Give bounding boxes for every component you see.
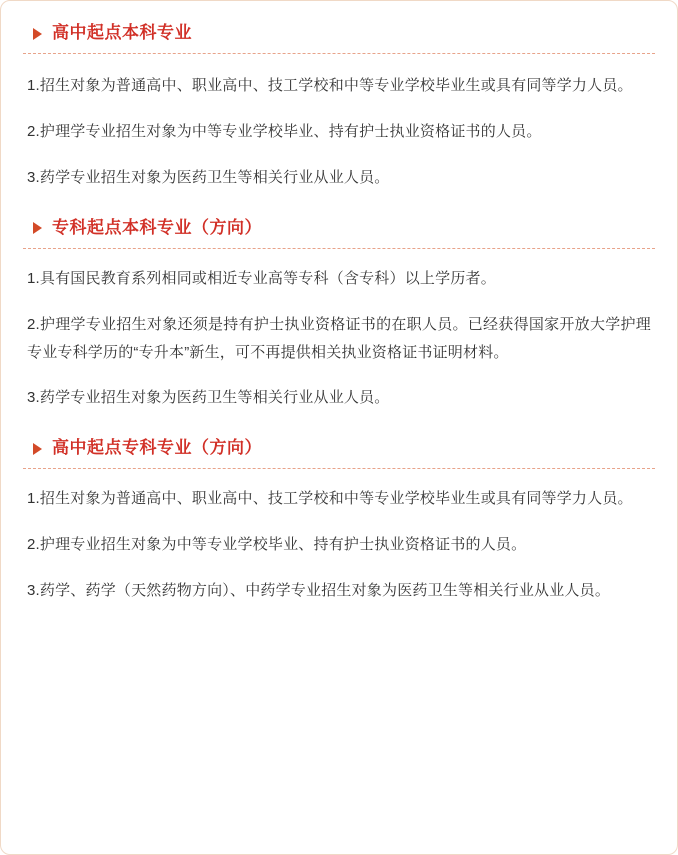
section-title: 专科起点本科专业（方向） <box>52 217 262 237</box>
section-title: 高中起点本科专业 <box>52 23 192 42</box>
list-item: 3.药学专业招生对象为医药卫生等相关行业从业人员。 <box>27 389 390 407</box>
list-item: 1.具有国民教育系列相同或相近专业高等专科（含专科）以上学历者。 <box>27 270 496 288</box>
section-header <box>23 430 655 468</box>
triangle-right-icon <box>33 28 42 40</box>
section-high-school-to-bachelor <box>23 15 655 192</box>
triangle-right-icon <box>33 443 42 455</box>
section-items <box>23 265 655 412</box>
section-divider <box>23 468 655 469</box>
section-divider <box>23 53 655 54</box>
section-divider <box>23 248 655 249</box>
section-high-school-to-college <box>23 430 655 605</box>
list-item: 1.招生对象为普通高中、职业高中、技工学校和中等专业学校毕业生或具有同等学力人员。 <box>27 77 633 95</box>
list-item: 2.护理学专业招生对象为中等专业学校毕业、持有护士执业资格证书的人员。 <box>27 123 542 141</box>
section-college-to-bachelor <box>23 210 655 412</box>
section-items <box>23 485 655 604</box>
section-header <box>23 15 655 53</box>
section-title: 高中起点专科专业（方向） <box>52 438 262 458</box>
triangle-right-icon <box>33 222 42 234</box>
list-item: 3.药学专业招生对象为医药卫生等相关行业从业人员。 <box>27 168 390 186</box>
list-item: 2.护理学专业招生对象还须是持有护士执业资格证书的在职人员。已经获得国家开放大学护理专业专科学历的“专升本”新生，可不再提供相关执业资格证书证明材料。 <box>27 315 651 361</box>
section-header <box>23 210 655 248</box>
list-item: 2.护理专业招生对象为中等专业学校毕业、持有护士执业资格证书的人员。 <box>27 536 527 554</box>
list-item: 3.药学、药学（天然药物方向）、中药学专业招生对象为医药卫生等相关行业从业人员。 <box>27 581 611 599</box>
section-items <box>23 72 655 191</box>
list-item: 1.招生对象为普通高中、职业高中、技工学校和中等专业学校毕业生或具有同等学力人员。 <box>27 490 633 508</box>
